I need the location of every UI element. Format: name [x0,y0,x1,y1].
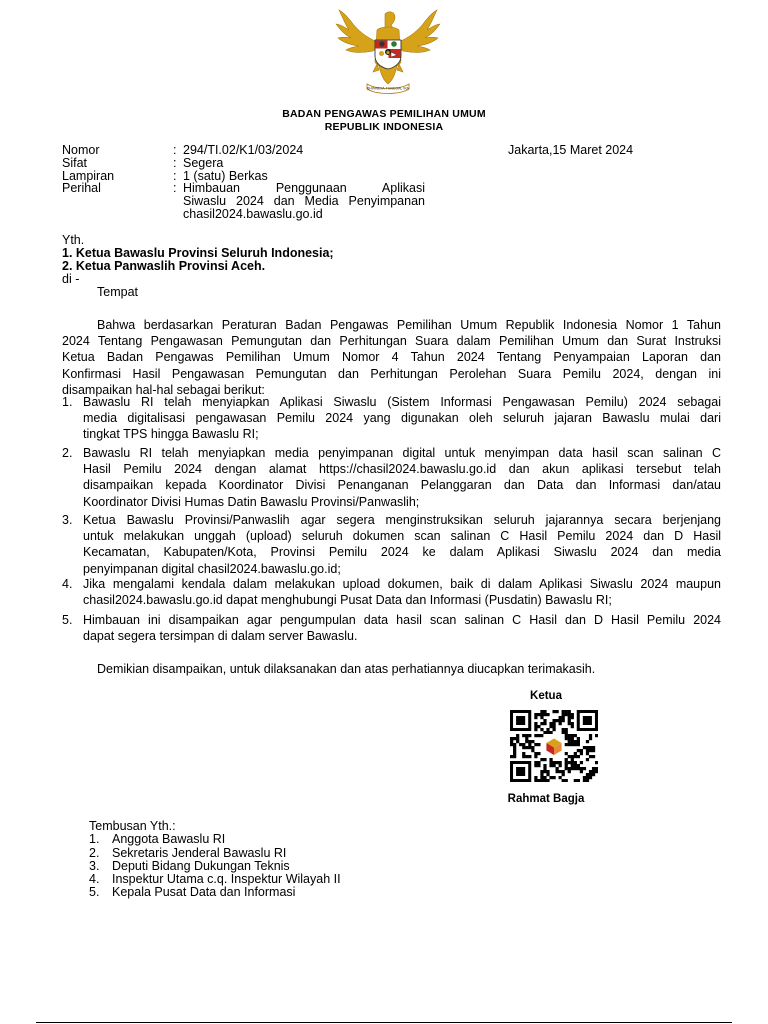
tembusan-number: 4. [89,872,100,887]
list-item [89,845,287,860]
tembusan-text: Deputi Bidang Dukungan Teknis [112,858,290,873]
item-line: Hasil Pemilu 2024 dengan alamat https://chasil2024.bawaslu.go.id dan akun aplikasi tersebut telah [83,462,721,477]
perihal-line: Siwaslu 2024 dan Media Penyimpanan [183,194,425,208]
di-label: di - [62,272,80,286]
letterhead-institution: BADAN PENGAWAS PEMILIHAN UMUM [282,108,486,120]
item-number: 1. [62,395,73,409]
item-number: 4. [62,577,73,591]
separator: : [173,143,177,157]
garuda-emblem-icon [333,4,443,102]
tembusan-number: 3. [89,858,100,873]
perihal-value [183,182,425,221]
list-item [89,858,290,873]
item-line: Koordinator Divisi Humas Datin Bawaslu Provinsi/Panwaslih; [83,494,420,509]
item-number: 5. [62,613,73,627]
intro-paragraph [62,317,721,398]
item-body [83,576,721,608]
item-body [83,512,721,577]
item-line: disampaikan kepada Koordinator Divisi Penanganan Pelanggaran dan Data dan Informasi dan/atau [83,478,721,493]
signature-title: Ketua [530,690,562,702]
item-line: untuk melakukan unggah (upload) seluruh dokumen scan salinan C Hasil Pemilu 2024 dan D Hasil [83,529,721,544]
item-body [83,445,721,510]
item-line: Himbauan ini disampaikan agar pengumpulan data hasil scan salinan C Hasil dan D Hasil Pemilu 2024 [83,613,721,627]
intro-line: Ketua Badan Pengawas Pemilihan Umum Nomor 4 Tahun 2024 Tentang Penyampaian Laporan dan [62,350,721,365]
nomor-value: 294/TI.02/K1/03/2024 [183,143,304,157]
lampiran-label: Lampiran [62,169,115,183]
item-line: dapat segera tersimpan di dalam server Bawaslu. [83,629,358,644]
perihal-line: chasil2024.bawaslu.go.id [183,207,323,221]
perihal-label: Perihal [62,181,101,195]
item-line: Kecamatan, Kabupaten/Kota, Provinsi Pemilu 2024 ke dalam Aplikasi Siwaslu 2024 dan media [83,545,721,560]
tembusan-block [89,819,341,900]
shield-icon [375,40,401,69]
item-line: media digitalisasi pengawasan Pemilu 2024 yang digunakan oleh seluruh jajaran Bawaslu mulai dari [83,411,721,426]
tembusan-text: Anggota Bawaslu RI [112,832,226,847]
intro-line: Konfirmasi Hasil Pengawasan Pemungutan dan Perhitungan Perolehan Suara Pemilu 2024, dengan ini [62,366,721,381]
item-line: chasil2024.bawaslu.go.id dapat menghubungi Pusat Data dan Informasi (Pusdatin) Bawaslu RI; [83,593,612,608]
separator: : [173,169,177,183]
intro-line: disampaikan hal-hal sebagai berikut: [62,382,265,397]
separator: : [173,156,177,170]
item-line: Bawaslu RI telah menyiapkan Aplikasi Siwaslu (Sistem Informasi Pengawasan Pemilu) 2024 sebagai [83,395,721,409]
tembusan-heading [89,820,176,833]
emblem-motto: BHINNEKA TUNGGAL IKA [367,86,409,91]
closing-sentence: Demikian disampaikan, untuk dilaksanakan dan atas perhatiannya diucapkan terimakasih. [97,662,596,676]
item-line: tingkat TPS hingga Bawaslu RI; [83,427,259,442]
item-line: Ketua Bawaslu Provinsi/Panwaslih agar segera menginstruksikan seluruh jajarannya secara berjenjang [83,513,721,527]
tembusan-number: 5. [89,885,100,900]
recipient-1: 1. Ketua Bawaslu Provinsi Seluruh Indonesia; [62,246,334,260]
separator: : [173,181,177,195]
item-body [83,612,721,644]
recipient-2: 2. Ketua Panwaslih Provinsi Aceh. [62,259,266,273]
letterhead-country: REPUBLIK INDONESIA [324,121,444,133]
intro-line: 2024 Tentang Pengawasan Pemungutan dan Perhitungan Suara dalam Pemilihan Umum dan Surat Instruksi [62,334,721,349]
lampiran-value: 1 (satu) Berkas [183,169,268,183]
nomor-label: Nomor [62,143,100,157]
sifat-value: Segera [183,156,224,170]
item-body [83,394,721,443]
list-item [89,832,226,847]
tempat-label: Tempat [97,285,138,299]
perihal-line: Himbauan Penggunaan Aplikasi [183,181,425,195]
item-number: 3. [62,513,73,527]
item-number: 2. [62,446,73,460]
tembusan-text: Inspektur Utama c.q. Inspektur Wilayah II [112,872,341,887]
list-item [89,885,296,900]
sifat-label: Sifat [62,156,88,170]
item-line: Jika mengalami kendala dalam melakukan upload dokumen, baik di dalam Aplikasi Siwaslu 2024 maupun [83,577,721,591]
tembusan-text: Sekretaris Jenderal Bawaslu RI [112,845,287,860]
tembusan-number: 1. [89,832,100,847]
list-item [89,872,341,887]
letter-date: Jakarta,15 Maret 2024 [508,143,634,157]
signatory-name: Rahmat Bagja [507,793,585,805]
yth-label: Yth. [62,233,85,247]
item-line: Bawaslu RI telah menyiapkan media penyimpanan digital untuk menyimpan data hasil scan salinan C [83,446,721,460]
tembusan-heading-text: Tembusan Yth.: [89,819,176,833]
tembusan-number: 2. [89,845,100,860]
footer-divider [36,1022,732,1023]
intro-line: Bahwa berdasarkan Peraturan Badan Pengawas Pemilihan Umum Republik Indonesia Nomor 1 Tahun [97,318,721,332]
tembusan-text: Kepala Pusat Data dan Informasi [112,885,296,900]
item-line: penyimpanan digital chasil2024.bawaslu.go.id; [83,561,341,576]
qr-code-icon [510,710,598,782]
